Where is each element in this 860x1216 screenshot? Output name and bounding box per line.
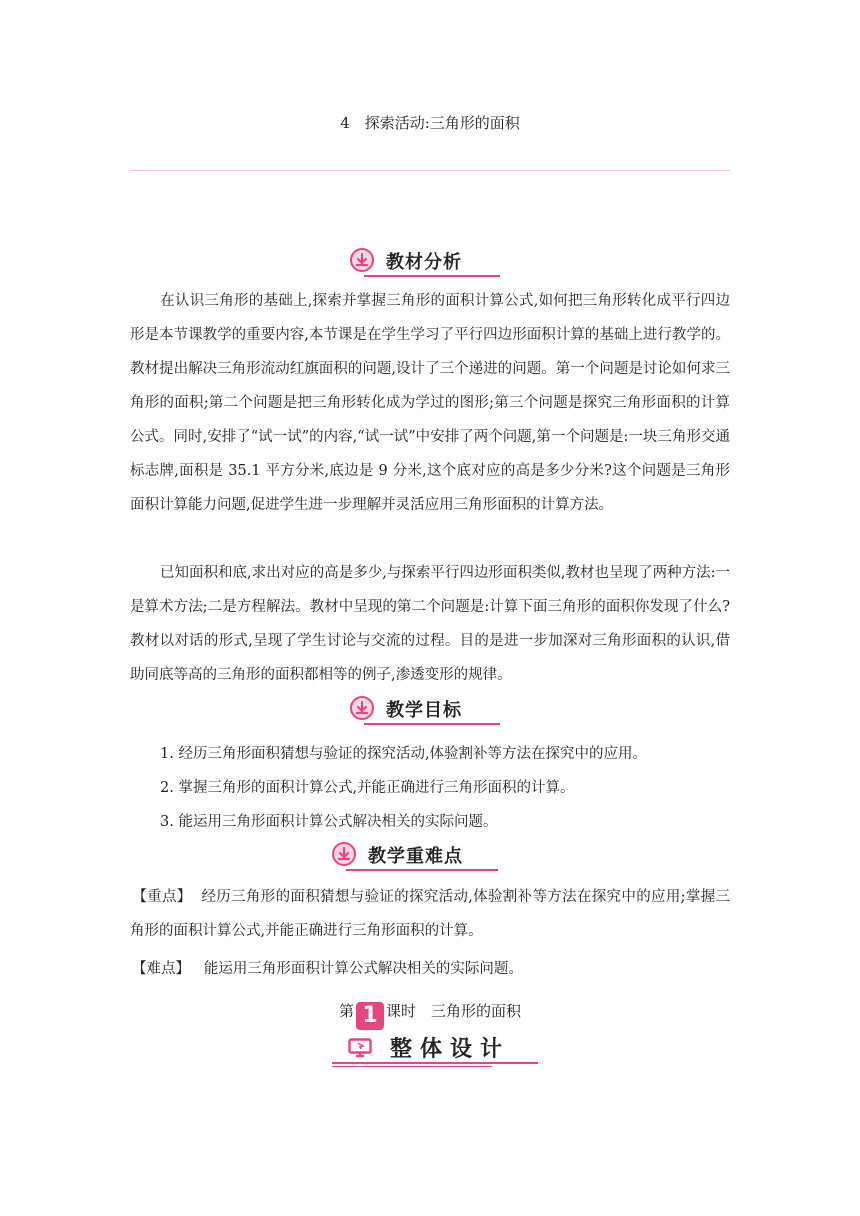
section-underline (364, 723, 500, 725)
hard-point-paragraph (130, 952, 730, 986)
header-divider (130, 170, 730, 171)
key-point-paragraph (130, 880, 730, 948)
download-arrow-icon (350, 248, 374, 272)
analysis-paragraph-2: 已知面积和底,求出对应的高是多少,与探索平行四边形面积类似,教材也呈现了两种方法:一是算术方法;二是方程解法。教材中呈现的第二个问题是:计算下面三角形的面积你发现了什么?教材以对话的形式,呈现了学生讨论与交流的过程。目的是进一步加深对三角形面积的认识,借助同底等高的三角形的面积都相等的例子,渗透变形的规律。 (130, 565, 730, 683)
download-arrow-icon (332, 842, 356, 866)
download-arrow-icon (350, 696, 374, 720)
design-underline (332, 1062, 538, 1064)
goal-item-3: 3. 能运用三角形面积计算公式解决相关的实际问题。 (160, 814, 498, 830)
key-label: 【重点】 (132, 889, 192, 905)
section-title-analysis: 教材分析 (386, 252, 462, 273)
chapter-title: 4 探索活动:三角形的面积 (340, 114, 520, 132)
section-title-goals: 教学目标 (386, 700, 462, 721)
analysis-paragraph-1: 在认识三角形的基础上,探索并掌握三角形的面积计算公式,如何把三角形转化成平行四边形是本节课教学的重要内容,本节课是在学生学习了平行四边形面积计算的基础上进行教学的。教材提出解决三角形流动红旗面积的问题,设计了三个递进的问题。第一个问题是讨论如何求三角形的面积;第二个问题是把三角形转化成为学过的图形;第三个问题是探究三角形面积的计算公式。同时,安排了“试一试”的内容,“试一试”中安排了两个问题,第一个问题是:一块三角形交通标志牌,面积是 35.1 平方分米,底边是 9 分米,这个底对应的高是多少分米?这个问题是三角形面积计算能力问题,促进学生进一步理解并灵活应用三角形面积的计算方法。 (130, 293, 730, 513)
section-title-design: 整体设计 (390, 1037, 511, 1062)
monitor-icon (348, 1038, 372, 1058)
lesson-prefix: 第 (338, 1002, 354, 1020)
section-title-keypoints: 教学重难点 (368, 846, 463, 867)
lesson-suffix: 课时 三角形的面积 (386, 1002, 522, 1020)
lesson-number-badge: 1 (356, 1002, 384, 1030)
section-underline (346, 869, 498, 871)
goal-item-2: 2. 掌握三角形的面积计算公式,并能正确进行三角形面积的计算。 (160, 780, 575, 796)
hard-text: 能运用三角形面积计算公式解决相关的实际问题。 (203, 961, 523, 977)
hard-label: 【难点】 (132, 961, 190, 977)
goal-item-1: 1. 经历三角形面积猜想与验证的探究活动,体验割补等方法在探究中的应用。 (160, 746, 648, 762)
lesson-title (0, 1000, 860, 1030)
key-text: 经历三角形的面积猜想与验证的探究活动,体验割补等方法在探究中的应用;掌握三角形的面积计算公式,并能正确进行三角形面积的计算。 (130, 889, 730, 939)
section-underline (364, 275, 500, 277)
design-underline-thin (332, 1066, 492, 1067)
